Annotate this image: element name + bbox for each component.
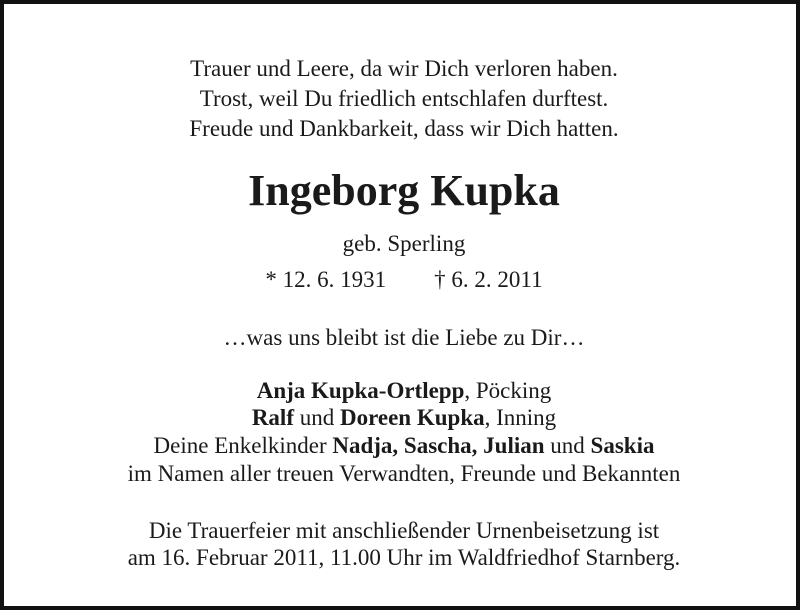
mourner-place: , Pöcking bbox=[464, 378, 552, 403]
mourner-line-3 bbox=[4, 432, 800, 460]
poem-line-2: Trost, weil Du friedlich entschlafen durftest. bbox=[199, 86, 609, 111]
mourner-name: Anja Kupka-Ortlepp bbox=[256, 378, 465, 403]
mourner-line-4: im Namen aller treuen Verwandten, Freunde und Bekannten bbox=[127, 461, 681, 486]
life-dates bbox=[4, 266, 800, 294]
poem-line-1: Trauer und Leere, da wir Dich verloren haben. bbox=[190, 56, 618, 81]
grandchildren-names: Nadja, Sascha, Julian bbox=[332, 433, 545, 458]
death-date: † 6. 2. 2011 bbox=[434, 267, 543, 292]
maiden-name: geb. Sperling bbox=[342, 231, 466, 256]
grandchildren-prefix: Deine Enkelkinder bbox=[153, 433, 333, 458]
mourner-connector: und bbox=[544, 433, 591, 458]
mourner-name: Ralf bbox=[251, 405, 294, 430]
mourner-place: , Inning bbox=[484, 405, 557, 430]
mourner-connector: und bbox=[293, 405, 340, 430]
ceremony-line-1: Die Trauerfeier mit anschließender Urnenbeisetzung ist bbox=[148, 518, 660, 543]
mourner-line-2 bbox=[4, 404, 800, 432]
deceased-name: Ingeborg Kupka bbox=[248, 166, 560, 215]
poem-line-3: Freude und Dankbarkeit, dass wir Dich hatten. bbox=[189, 116, 619, 141]
mourner-line-1 bbox=[4, 377, 800, 405]
ceremony-line-2: am 16. Februar 2011, 11.00 Uhr im Waldfriedhof Starnberg. bbox=[127, 545, 681, 570]
mourner-name: Doreen Kupka bbox=[339, 405, 485, 430]
memorial-quote: …was uns bleibt ist die Liebe zu Dir… bbox=[223, 325, 585, 350]
grandchild-name: Saskia bbox=[590, 433, 655, 458]
birth-date: * 12. 6. 1931 bbox=[265, 267, 387, 292]
